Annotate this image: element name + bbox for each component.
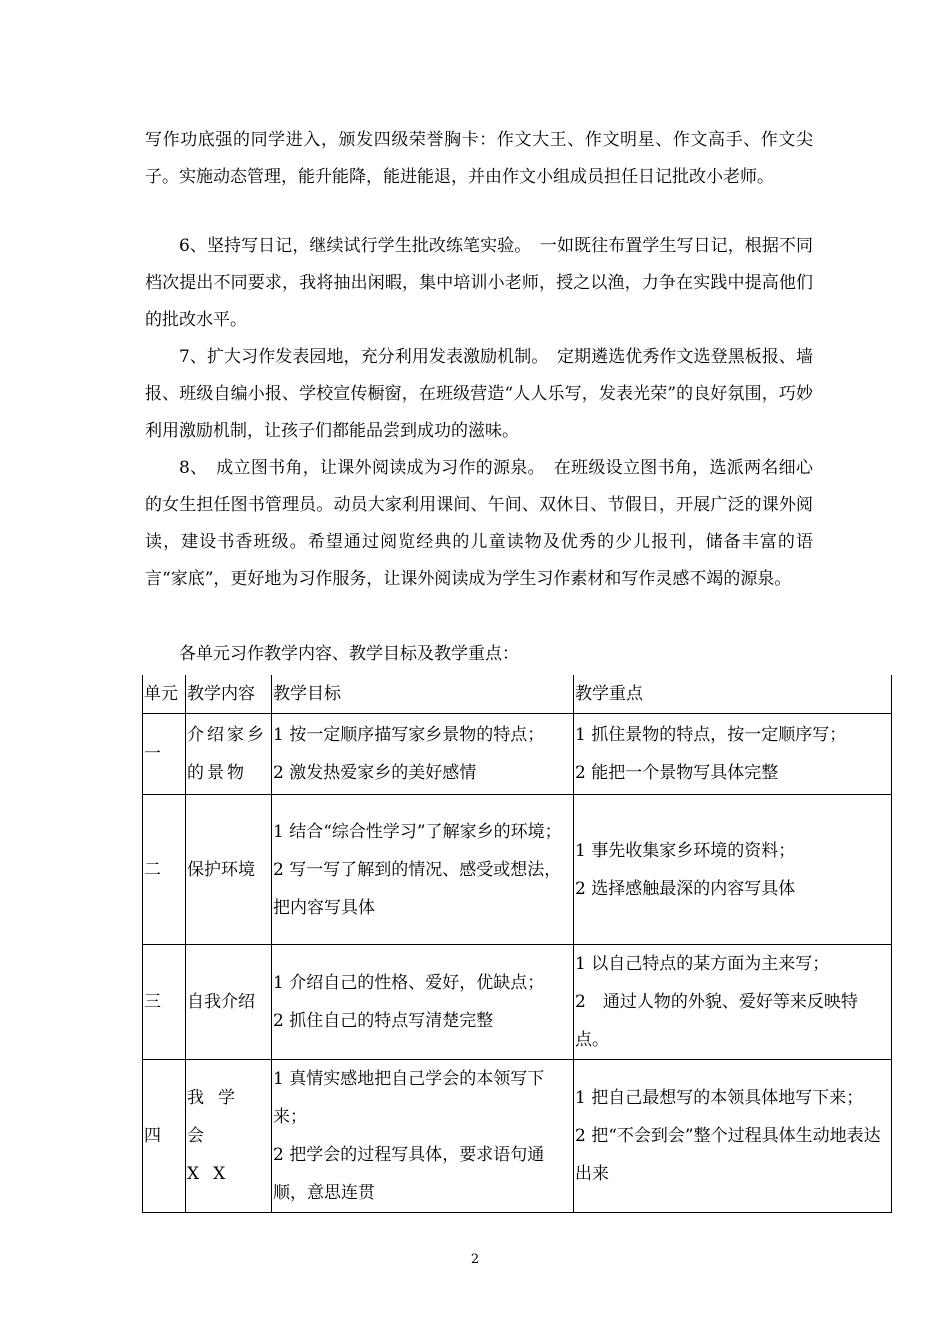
paragraph-item-6: 6、坚持写日记，继续试行学生批改练笔实验。 一如既往布置学生写日记，根据不同档次提出不同要求，我将抽出闲暇，集中培训小老师，授之以渔，力争在实践中提高他们的批改水平。 [145, 236, 813, 330]
header-content: 教学内容 [186, 675, 272, 714]
cell-goals [272, 795, 574, 945]
page-number: 2 [470, 1252, 480, 1267]
cell-focus [574, 714, 892, 795]
goal-item: 1 真情实感地把自己学会的本领写下来； [273, 1069, 545, 1127]
paragraph-item-7: 7、扩大习作发表园地，充分利用发表激励机制。 定期遴选优秀作文选登黑板报、墙报、班级自编小报、学校宣传橱窗，在班级营造“人人乐写，发表光荣”的良好氛围，巧妙利用激励机制，让孩子们都能品尝到成功的滋味。 [145, 347, 813, 441]
goal-item: 2 写一写了解到的情况、感受或想法，把内容写具体 [273, 859, 562, 918]
cell-goals [272, 945, 574, 1060]
focus-item: 1 抓住景物的特点，按一定顺序写； [575, 725, 847, 745]
cell-unit: 二 [143, 795, 186, 945]
focus-item: 2 能把一个景物写具体完整 [575, 763, 779, 783]
header-goals: 教学目标 [272, 675, 574, 714]
cell-focus [574, 795, 892, 945]
header-focus: 教学重点 [574, 675, 892, 714]
goal-item: 1 结合“综合性学习”了解家乡的环境； [273, 821, 562, 842]
cell-goals [272, 1060, 574, 1213]
focus-item: 2 选择感触最深的内容写具体 [575, 878, 796, 899]
table-caption: 各单元习作教学内容、教学目标及教学重点： [179, 644, 519, 664]
table-row [143, 714, 892, 795]
goal-item: 1 介绍自己的性格、爱好，优缺点； [273, 973, 545, 993]
cell-content: 我学会XX [186, 1060, 272, 1213]
header-unit: 单元 [143, 675, 186, 714]
unit-teaching-table [142, 675, 892, 1213]
focus-item: 2 通过人物的外貌、爱好等来反映特点。 [575, 992, 858, 1050]
goal-item: 2 激发热爱家乡的美好感情 [273, 763, 477, 783]
table-header-row [143, 675, 892, 714]
focus-item: 1 事先收集家乡环境的资料； [575, 840, 796, 861]
focus-item: 2 把“不会到会”整个过程具体生动地表达出来 [575, 1126, 881, 1184]
cell-focus [574, 1060, 892, 1213]
cell-content: 介绍家乡的景物 [186, 714, 272, 795]
cell-goals [272, 714, 574, 795]
cell-unit: 三 [143, 945, 186, 1060]
cell-focus [574, 945, 892, 1060]
table-row [143, 1060, 892, 1213]
focus-item: 1 把自己最想写的本领具体地写下来； [575, 1088, 864, 1108]
focus-item: 1 以自己特点的某方面为主来写； [575, 954, 830, 974]
paragraph-continued: 写作功底强的同学进入，颁发四级荣誉胸卡：作文大王、作文明星、作文高手、作文尖子。实施动态管理，能升能降，能进能退，并由作文小组成员担任日记批改小老师。 [145, 130, 813, 187]
cell-content: 保护环境 [186, 795, 272, 945]
cell-content: 自我介绍 [186, 945, 272, 1060]
table-row [143, 945, 892, 1060]
goal-item: 2 把学会的过程写具体，要求语句通顺，意思连贯 [273, 1145, 545, 1203]
table-row [143, 795, 892, 945]
goal-item: 1 按一定顺序描写家乡景物的特点； [273, 725, 545, 745]
paragraph-item-8: 8、 成立图书角，让课外阅读成为习作的源泉。 在班级设立图书角，选派两名细心的女生担任图书管理员。动员大家利用课间、午间、双休日、节假日，开展广泛的课外阅读，建设书香班级。希望通过阅览经典的儿童读物及优秀的少儿报刊，储备丰富的语言“家底”，更好地为习作服务，让课外阅读成为学生习作素材和写作灵感不竭的源泉。 [145, 458, 813, 589]
cell-unit: 四 [143, 1060, 186, 1213]
goal-item: 2 抓住自己的特点写清楚完整 [273, 1011, 494, 1031]
cell-unit: 一 [143, 714, 186, 795]
